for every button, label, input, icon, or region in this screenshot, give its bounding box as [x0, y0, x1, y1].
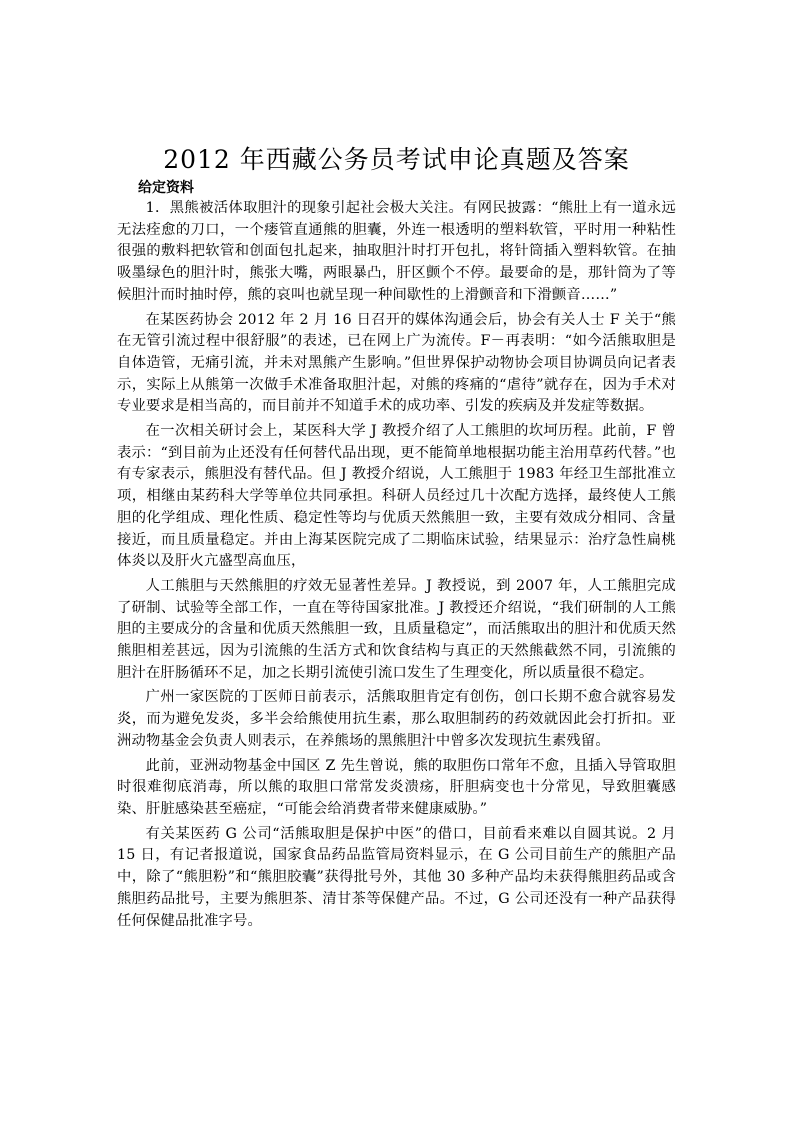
- document-content: [117, 143, 676, 935]
- paragraph-6: 此前，亚洲动物基金中国区 Z 先生曾说，熊的取胆伤口常年不愈，且插入导管取胆时很难彻底消毒，所以熊的取胆口常常发炎溃疡，肝胆病变也十分常见，导致胆囊感染、肝脏感染甚至癌症，“可能会给消费者带来健康威胁。”: [117, 757, 676, 817]
- paragraph-2: 在某医药协会 2012 年 2 月 16 日召开的媒体沟通会后，协会有关人士 F 关于“熊在无管引流过程中很舒服”的表述，已在网上广为流传。F－再表明：“如今活熊取胆是自体造管，无痛引流，并未对黑熊产生影响。”但世界保护动物协会项目协调员向记者表示，实际上从熊第一次做手术准备取胆汁起，对熊的疼痛的“虐待”就存在，因为手术对专业要求是相当高的，而目前并不知道手术的成功率、引发的疾病及并发症等数据。: [117, 311, 676, 415]
- section-heading: 给定资料: [138, 180, 194, 196]
- paragraph-3: 在一次相关研讨会上，某医科大学 J 教授介绍了人工熊胆的坎坷历程。此前，F 曾表示：“到目前为止还没有任何替代品出现，更不能简单地根据功能主治用草药代替。”也有专家表示，熊胆没有替代品。但 J 教授介绍说，人工熊胆于 1983 年经卫生部批准立项，相继由某药科大学等单位共同承担。科研人员经过几十次配方选择，最终使人工熊胆的化学组成、理化性质、稳定性等均与优质天然熊胆一致，主要有效成分相同、含量接近，而且质量稳定。并由上海某医院完成了二期临床试验，结果显示：治疗急性扁桃体炎以及肝火亢盛型高血压，: [117, 423, 676, 570]
- paragraph-7: 有关某医药 G 公司“活熊取胆是保护中医”的借口，目前看来难以自圆其说。2 月 15 日，有记者报道说，国家食品药品监管局资料显示，在 G 公司目前生产的熊胆产品中，除了“熊胆粉”和“熊胆胶囊”获得批号外，其他 30 多种产品均未获得熊胆药品或含熊胆药品批号，主要为熊胆茶、清甘茶等保健产品。不过，G 公司还没有一种产品获得任何保健品批准字号。: [117, 825, 676, 929]
- paragraph-4: 人工熊胆与天然熊胆的疗效无显著性差异。J 教授说，到 2007 年，人工熊胆完成了研制、试验等全部工作，一直在等待国家批准。J 教授还介绍说，“我们研制的人工熊胆的主要成分的含量和优质天然熊胆一致，且质量稳定”，而活熊取出的胆汁和优质天然熊胆相差甚远，因为引流熊的生活方式和饮食结构与真正的天然熊截然不同，引流熊的胆汁在肝肠循环不足，加之长期引流使引流口发生了生理变化，所以质量很不稳定。: [117, 577, 676, 681]
- paragraph-1: 1．黑熊被活体取胆汁的现象引起社会极大关注。有网民披露：“熊肚上有一道永远无法痊愈的刀口，一个瘘管直通熊的胆囊，外连一根透明的塑料软管，平时用一种粘性很强的敷料把软管和创面包扎起来，抽取胆汁时打开包扎，将针筒插入塑料软管。在抽吸墨绿色的胆汁时，熊张大嘴，两眼暴凸，肝区颤个不停。最要命的是，那针筒为了等候胆汁而时抽时停，熊的哀叫也就呈现一种间歇性的上滑颤音和下滑颤音……”: [117, 200, 676, 303]
- paragraph-5: 广州一家医院的丁医师日前表示，活熊取胆肯定有创伤，创口长期不愈合就容易发炎，而为避免发炎，多半会给熊使用抗生素，那么取胆制药的药效就因此会打折扣。亚洲动物基金会负责人则表示，在养熊场的黑熊胆汁中曾多次发现抗生素残留。: [117, 689, 676, 749]
- document-title: 2012 年西藏公务员考试申论真题及答案: [163, 145, 630, 174]
